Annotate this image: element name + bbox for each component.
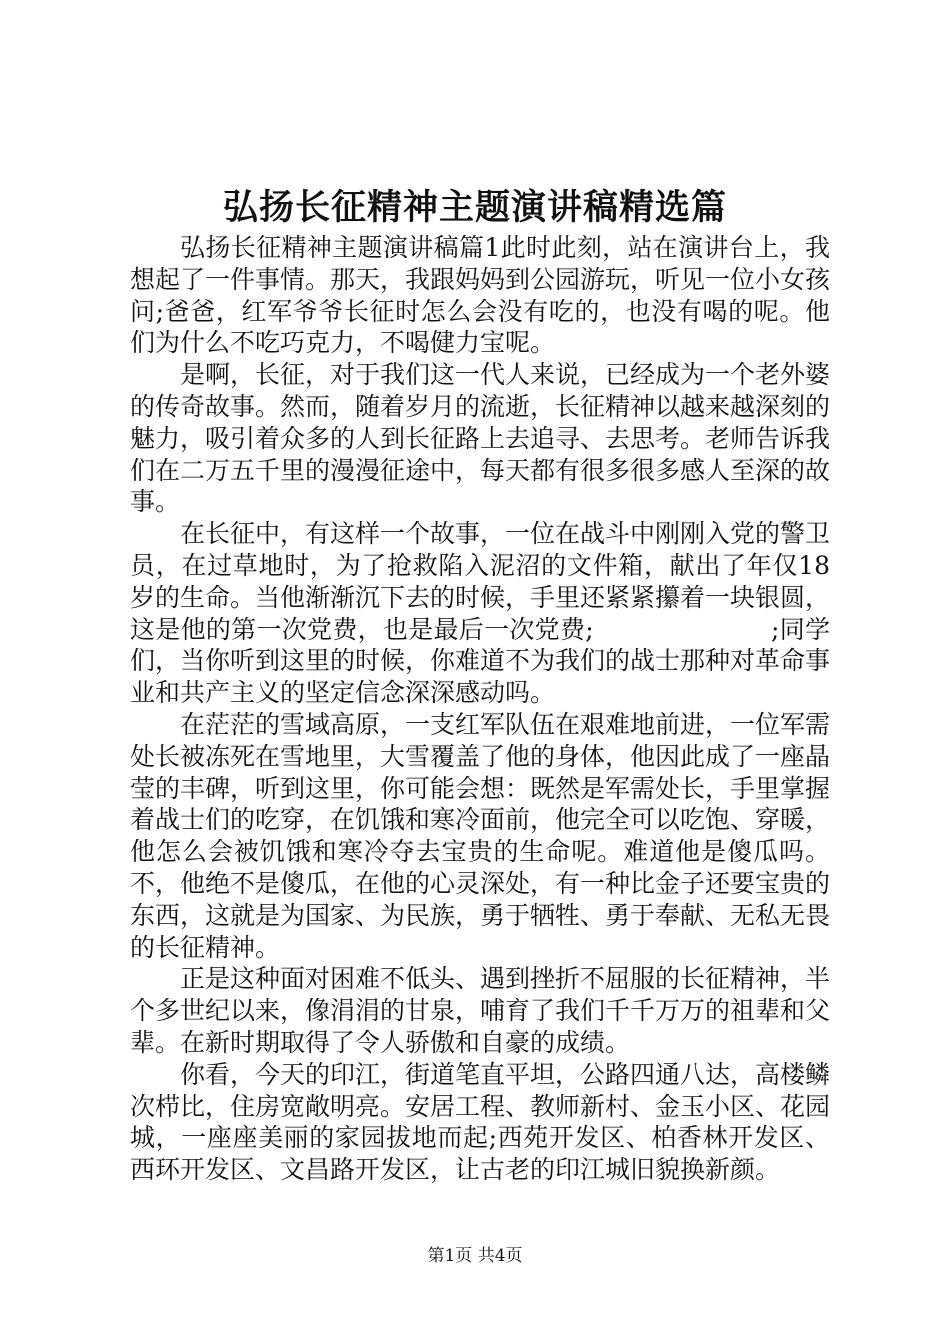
paragraph-6: 你看，今天的印江，街道笔直平坦，公路四通八达，高楼鳞次栉比，住房宽敞明亮。安居工程、教师新村、金玉小区、花园城，一座座美丽的家园拔地而起;西苑开发区、柏香林开发区、西环开发区、文昌路开发区，让古老的印江城旧貌换新颜。 [130, 1059, 831, 1185]
document-body [130, 232, 830, 1186]
page-number-footer: 第1页 共4页 [427, 1246, 523, 1266]
document-title: 弘扬长征精神主题演讲稿精选篇 [222, 187, 727, 228]
paragraph-1: 弘扬长征精神主题演讲稿篇1此时此刻，站在演讲台上，我想起了一件事情。那天，我跟妈妈到公园游玩，听见一位小女孩问;爸爸，红军爷爷长征时怎么会没有吃的，也没有喝的呢。他们为什么不吃巧克力，不喝健力宝呢。 [130, 233, 831, 358]
paragraph-3: 在长征中，有这样一个故事，一位在战斗中刚刚入党的警卫员，在过草地时，为了抢救陷入泥沼的文件箱，献出了年仅18岁的生命。当他渐渐沉下去的时候，手里还紧紧攥着一块银圆，这是他的第一次党费，也是最后一次党费; ;同学们，当你听到这里的时候，你难道不为我们的战士那种对革命事业和共产主义的坚定信念深深感动吗。 [130, 519, 831, 708]
paragraph-4: 在茫茫的雪域高原，一支红军队伍在艰难地前进，一位军需处长被冻死在雪地里，大雪覆盖了他的身体，他因此成了一座晶莹的丰碑，听到这里，你可能会想：既然是军需处长，手里掌握着战士们的吃穿，在饥饿和寒冷面前，他完全可以吃饱、穿暖，他怎么会被饥饿和寒冷夺去宝贵的生命呢。难道他是傻瓜吗。不，他绝不是傻瓜，在他的心灵深处，有一种比金子还要宝贵的东西，这就是为国家、为民族，勇于牺牲、勇于奉献、无私无畏的长征精神。 [130, 709, 831, 962]
paragraph-2: 是啊，长征，对于我们这一代人来说，已经成为一个老外婆的传奇故事。然而，随着岁月的流逝，长征精神以越来越深刻的魅力，吸引着众多的人到长征路上去追寻、去思考。老师告诉我们在二万五千里的漫漫征途中，每天都有很多很多感人至深的故事。 [130, 360, 831, 517]
paragraph-5: 正是这种面对困难不低头、遇到挫折不屈服的长征精神，半个多世纪以来，像涓涓的甘泉，哺育了我们千千万万的祖辈和父辈。在新时期取得了令人骄傲和自豪的成绩。 [130, 964, 831, 1057]
